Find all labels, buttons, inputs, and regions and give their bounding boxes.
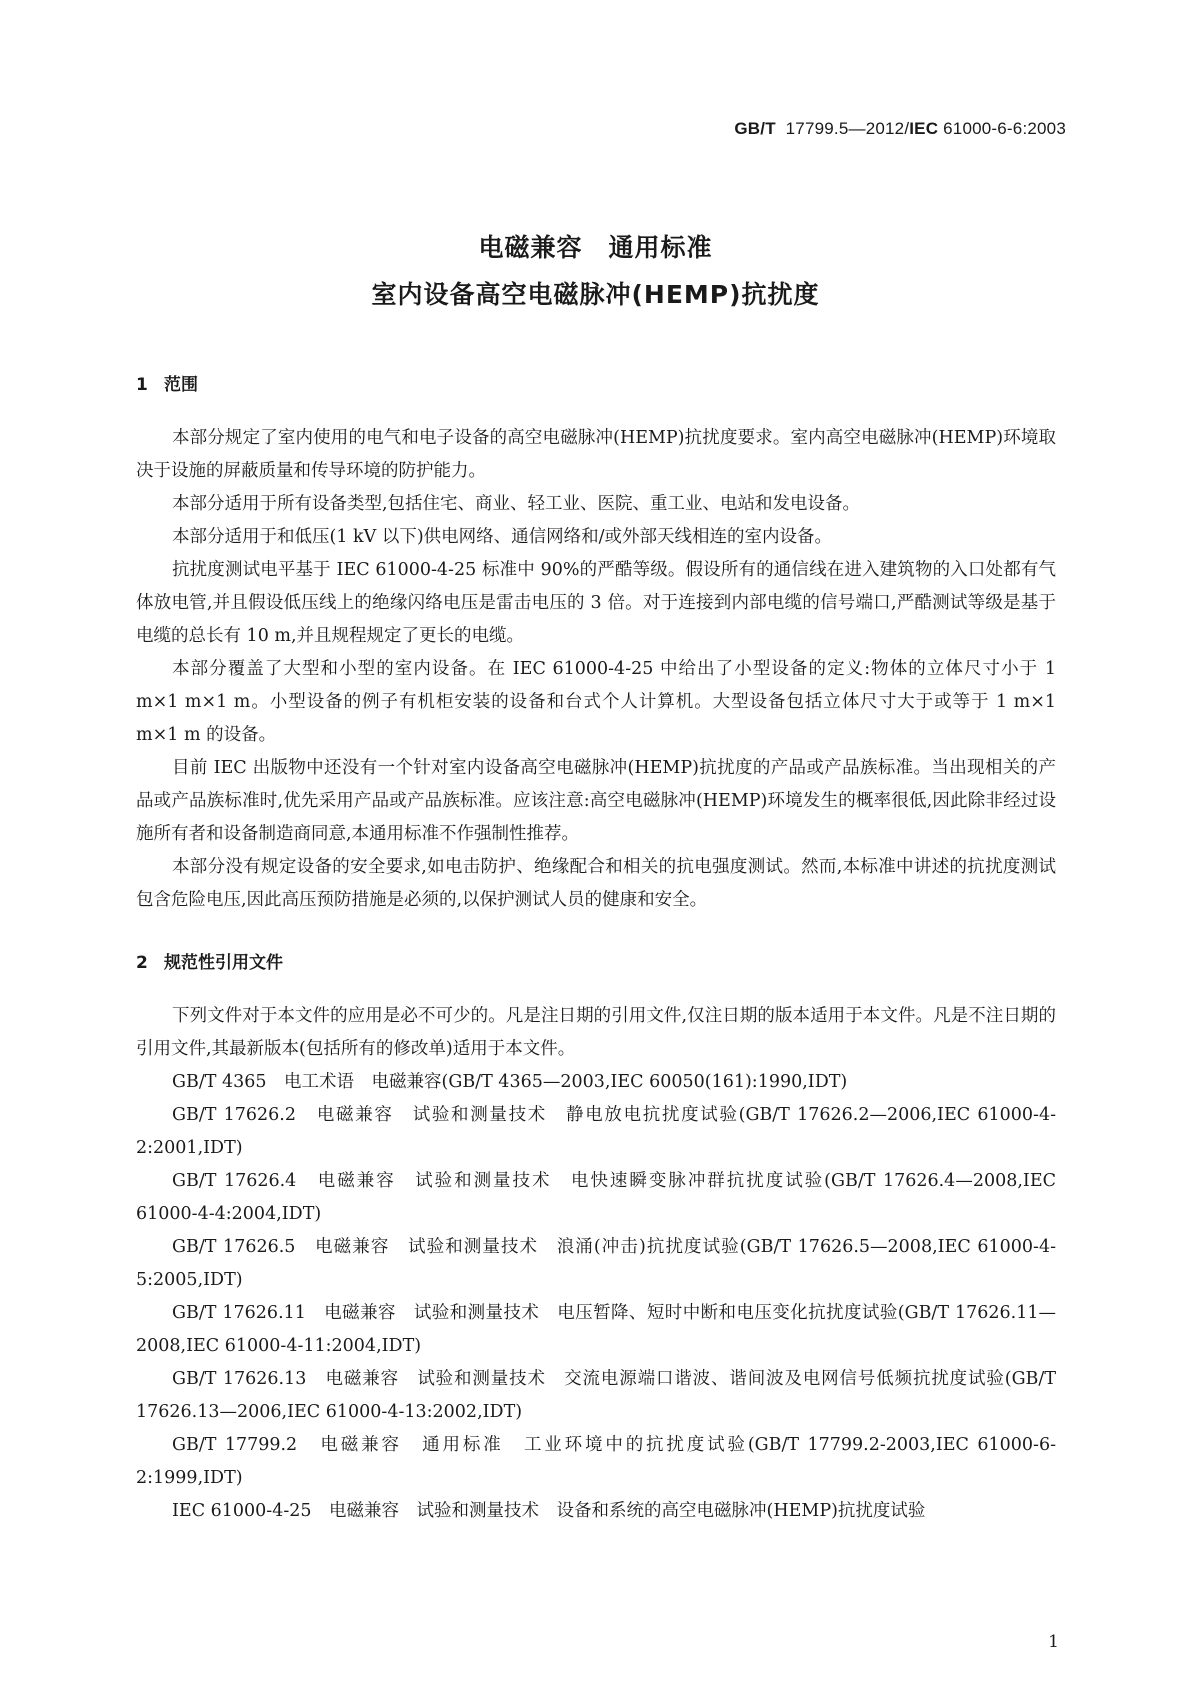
section-1-paragraph: 本部分覆盖了大型和小型的室内设备。在 IEC 61000-4-25 中给出了小型设备的定义:物体的立体尺寸小于 1 m×1 m×1 m。小型设备的例子有机柜安装的设备和台式个人计算机。大型设备包括立体尺寸大于或等于 1 m×1 m×1 m 的设备。: [136, 659, 1056, 745]
reference-entry: GB/T 17626.4 电磁兼容 试验和测量技术 电快速瞬变脉冲群抗扰度试验(GB/T 17626.4—2008,IEC 61000-4-4:2004,IDT): [136, 1171, 1056, 1224]
standard-identifier: [734, 119, 1066, 139]
std-number: 17799.5—2012/: [785, 119, 910, 138]
reference-entry: IEC 61000-4-25 电磁兼容 试验和测量技术 设备和系统的高空电磁脉冲(HEMP)抗扰度试验: [172, 1501, 926, 1521]
page-number: 1: [1048, 1632, 1059, 1652]
reference-entry: GB/T 17626.2 电磁兼容 试验和测量技术 静电放电抗扰度试验(GB/T 17626.2—2006,IEC 61000-4-2:2001,IDT): [136, 1105, 1056, 1158]
reference-entry: GB/T 17799.2 电磁兼容 通用标准 工业环境中的抗扰度试验(GB/T 17799.2-2003,IEC 61000-6-2:1999,IDT): [136, 1435, 1056, 1488]
std-iec: IEC: [909, 119, 939, 138]
section-1-heading: [136, 370, 198, 395]
section-1-paragraph: 本部分没有规定设备的安全要求,如电击防护、绝缘配合和相关的抗电强度测试。然而,本标准中讲述的抗扰度测试包含危险电压,因此高压预防措施是必须的,以保护测试人员的健康和安全。: [136, 857, 1056, 910]
section-2-title: 规范性引用文件: [164, 953, 283, 973]
section-1-paragraph: 本部分适用于所有设备类型,包括住宅、商业、轻工业、医院、重工业、电站和发电设备。: [172, 494, 861, 514]
section-2-body: [136, 1000, 1056, 1528]
reference-entry: GB/T 17626.11 电磁兼容 试验和测量技术 电压暂降、短时中断和电压变化抗扰度试验(GB/T 17626.11—2008,IEC 61000-4-11:2004,IDT): [136, 1303, 1056, 1356]
section-1-paragraph: 抗扰度测试电平基于 IEC 61000-4-25 标准中 90%的严酷等级。假设所有的通信线在进入建筑物的入口处都有气体放电管,并且假设低压线上的绝缘闪络电压是雷击电压的 3 倍。对于连接到内部电缆的信号端口,严酷测试等级是基于电缆的总长有 10 m,并且规程规定了更长的电缆。: [136, 560, 1056, 646]
section-1-body: [136, 422, 1056, 917]
section-1-title: 范围: [164, 375, 198, 395]
std-prefix: GB/T: [734, 119, 776, 138]
section-1-number: 1: [136, 375, 148, 395]
section-2-paragraph: 下列文件对于本文件的应用是必不可少的。凡是注日期的引用文件,仅注日期的版本适用于本文件。凡是不注日期的引用文件,其最新版本(包括所有的修改单)适用于本文件。: [136, 1006, 1056, 1059]
section-1-paragraph: 本部分适用于和低压(1 kV 以下)供电网络、通信网络和/或外部天线相连的室内设备。: [172, 527, 833, 547]
section-2-heading: [136, 948, 283, 973]
section-1-paragraph: 本部分规定了室内使用的电气和电子设备的高空电磁脉冲(HEMP)抗扰度要求。室内高空电磁脉冲(HEMP)环境取决于设施的屏蔽质量和传导环境的防护能力。: [136, 428, 1056, 481]
section-1-paragraph: 目前 IEC 出版物中还没有一个针对室内设备高空电磁脉冲(HEMP)抗扰度的产品或产品族标准。当出现相关的产品或产品族标准时,优先采用产品或产品族标准。应该注意:高空电磁脉冲(HEMP)环境发生的概率很低,因此除非经过设施所有者和设备制造商同意,本通用标准不作强制性推荐。: [136, 758, 1056, 844]
section-2-number: 2: [136, 953, 148, 973]
reference-entry: GB/T 17626.5 电磁兼容 试验和测量技术 浪涌(冲击)抗扰度试验(GB/T 17626.5—2008,IEC 61000-4-5:2005,IDT): [136, 1237, 1056, 1290]
std-iec-number: 61000-6-6:2003: [943, 119, 1066, 138]
document-title-line-1: 电磁兼容 通用标准: [478, 233, 713, 262]
reference-entry: GB/T 4365 电工术语 电磁兼容(GB/T 4365—2003,IEC 60050(161):1990,IDT): [172, 1072, 848, 1092]
reference-entry: GB/T 17626.13 电磁兼容 试验和测量技术 交流电源端口谐波、谐间波及电网信号低频抗扰度试验(GB/T 17626.13—2006,IEC 61000-4-13:2002,IDT): [136, 1369, 1056, 1422]
document-title-line-2: 室内设备高空电磁脉冲(HEMP)抗扰度: [371, 280, 820, 309]
